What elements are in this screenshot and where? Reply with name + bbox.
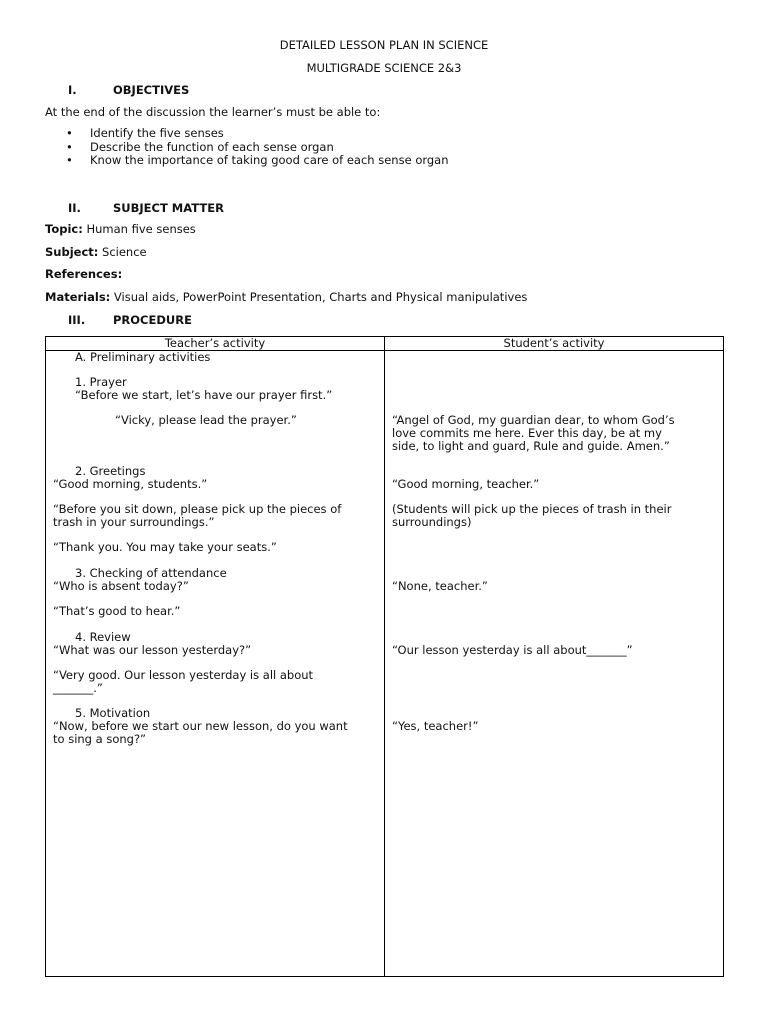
subject-matter-heading: SUBJECT MATTER (113, 201, 224, 215)
greetings-heading: 2. Greetings (75, 464, 146, 478)
attendance-response: “That’s good to hear.” (53, 604, 181, 618)
preliminary-heading: A. Preliminary activities (75, 350, 211, 364)
student-trash-1: (Students will pick up the pieces of trash in their (392, 502, 672, 516)
student-prayer-3: side, to light and guard, Rule and guide. Amen.” (392, 439, 670, 453)
procedure-table (45, 336, 724, 977)
review-response-1: “Very good. Our lesson yesterday is all about (53, 668, 314, 682)
bullet-icon: • (66, 126, 73, 140)
topic-label: Topic: (45, 222, 83, 236)
objective-item (45, 127, 449, 141)
greetings-line: “Good morning, students.” (53, 477, 208, 491)
references-row (45, 267, 122, 281)
references-label: References: (45, 267, 123, 281)
review-question: “What was our lesson yesterday?” (53, 643, 252, 657)
prayer-heading: 1. Prayer (75, 375, 127, 389)
teacher-activity-cell (46, 351, 385, 977)
objectives-heading: OBJECTIVES (113, 83, 190, 97)
trash-line-1: “Before you sit down, please pick up the pieces of (53, 502, 342, 516)
objective-item (45, 154, 449, 168)
bullet-icon: • (66, 153, 73, 167)
student-trash-2: surroundings) (392, 515, 472, 529)
subject-matter-numeral: II. (68, 201, 81, 215)
objectives-numeral: I. (68, 83, 77, 97)
procedure-table-header (46, 337, 724, 351)
motivation-heading: 5. Motivation (75, 706, 151, 720)
subject-label: Subject: (45, 245, 99, 259)
student-attendance: “None, teacher.” (392, 579, 488, 593)
student-prayer-1: “Angel of God, my guardian dear, to whom God’s (392, 413, 675, 427)
student-column-header: Student’s activity (385, 337, 724, 351)
student-review: “Our lesson yesterday is all about_______” (392, 643, 633, 657)
student-activity-cell (385, 351, 724, 977)
review-response-2: _______.” (53, 681, 103, 695)
objective-text: Know the importance of taking good care of each sense organ (90, 153, 449, 167)
document-title: DETAILED LESSON PLAN IN SCIENCE (279, 38, 489, 52)
materials-value: Visual aids, PowerPoint Presentation, Charts and Physical manipulatives (113, 290, 528, 304)
materials-label: Materials: (45, 290, 111, 304)
subject-value: Science (102, 245, 147, 259)
student-motivation: “Yes, teacher!” (392, 719, 479, 733)
procedure-table-row (46, 351, 724, 977)
attendance-question: “Who is absent today?” (53, 579, 189, 593)
topic-value: Human five senses (86, 222, 196, 236)
student-prayer-2: love commits me here. Ever this day, be at my (392, 426, 662, 440)
objective-item (45, 141, 449, 155)
motivation-question-1: “Now, before we start our new lesson, do you want (53, 719, 348, 733)
document-subtitle: MULTIGRADE SCIENCE 2&3 (306, 61, 462, 75)
student-greeting: “Good morning, teacher.” (392, 477, 540, 491)
procedure-numeral: III. (68, 313, 86, 327)
teacher-column-header: Teacher’s activity (46, 337, 385, 351)
objective-text: Identify the five senses (90, 126, 224, 140)
topic-row (45, 222, 196, 236)
bullet-icon: • (66, 139, 73, 154)
procedure-heading: PROCEDURE (113, 313, 192, 327)
attendance-heading: 3. Checking of attendance (75, 566, 227, 580)
objectives-list (45, 127, 449, 168)
objective-text: Describe the function of each sense organ (90, 139, 334, 154)
objectives-intro: At the end of the discussion the learner’s must be able to: (45, 105, 381, 119)
subject-row (45, 245, 147, 259)
seats-line: “Thank you. You may take your seats.” (53, 540, 277, 554)
trash-line-2: trash in your surroundings.” (53, 515, 215, 529)
prayer-line: “Before we start, let’s have our prayer first.” (75, 388, 333, 402)
materials-row (45, 290, 527, 304)
review-heading: 4. Review (75, 630, 131, 644)
motivation-question-2: to sing a song?” (53, 732, 147, 746)
prayer-lead-line: “Vicky, please lead the prayer.” (115, 413, 297, 427)
